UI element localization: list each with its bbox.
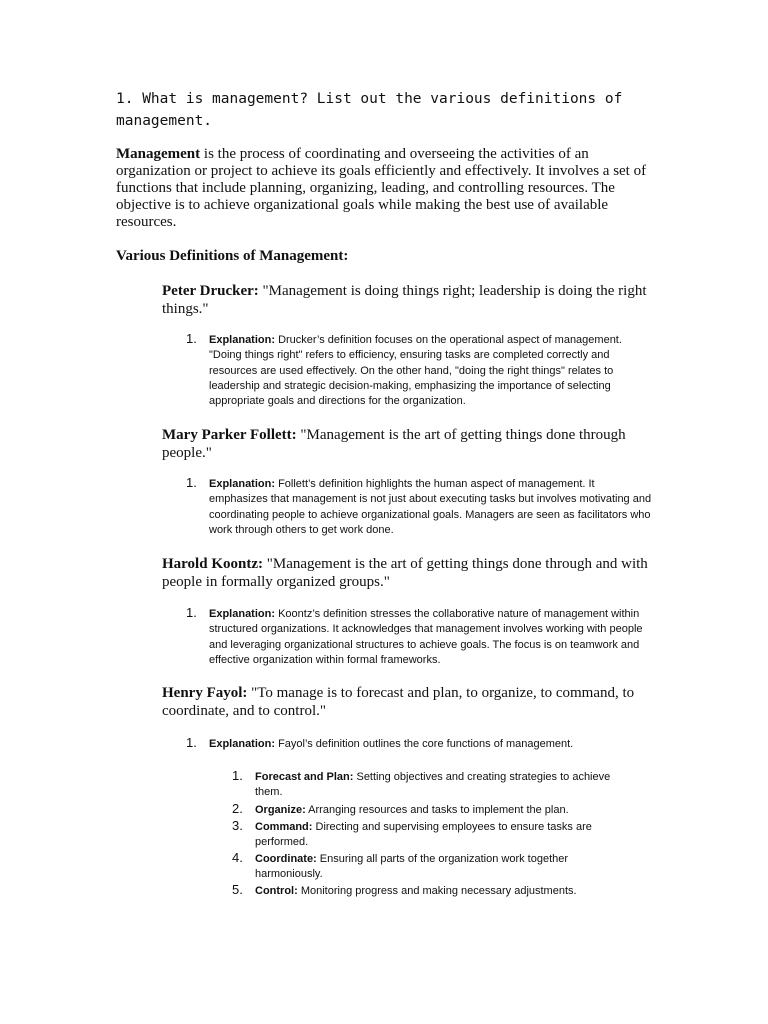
intro-term: Management (116, 146, 201, 162)
list-number: 2. (232, 801, 243, 816)
definition-title-fayol (162, 684, 652, 720)
explanation-text: Koontz’s definition stresses the collaborative nature of management within structured organizations. It acknowledges that management involves working with people and leveraging organizational structures to achieve goals. The focus is on teamwork and effective organization within formal frameworks. (209, 608, 643, 666)
definition-author: Peter Drucker: (162, 283, 259, 299)
list-number: 1. (232, 768, 243, 783)
list-number: 1. (186, 331, 197, 346)
explanation-follett (186, 477, 656, 538)
list-number: 3. (232, 818, 243, 833)
definition-quote: "Management is the art of getting things done through people." (162, 427, 626, 461)
function-label: Control: (255, 885, 298, 897)
explanation-label: Explanation: (209, 738, 276, 750)
explanation-koontz (186, 607, 656, 668)
explanation-text: Follett’s definition highlights the human aspect of management. It emphasizes that management is not just about executing tasks but involves motivating and coordinating people to achieve organizational goals. Managers are seen as facilitators who work through others to get work done. (209, 478, 652, 536)
explanation-drucker (186, 333, 656, 409)
definition-author: Mary Parker Follett: (162, 427, 297, 443)
explanation-text: Drucker’s definition focuses on the operational aspect of management. "Doing things right" refers to efficiency, ensuring tasks are completed correctly and resources are used effectively. On the other hand, "doing the right things" relates to leadership and strategic decision-making, emphasizing the importance of selecting appropriate goals and directions for the organization. (209, 334, 622, 408)
list-number: 1. (186, 735, 197, 750)
explanation-label: Explanation: (209, 334, 276, 346)
function-text: Monitoring progress and making necessary adjustments. (297, 885, 577, 897)
intro-text: is the process of coordinating and overseeing the activities of an organization or project to achieve its goals efficiently and effectively. It involves a set of functions that include planning, organizing, leading, and controlling resources. The objective is to achieve organizational goals while making the best use of available resources. (116, 146, 647, 230)
definitions-heading: Various Definitions of Management: (116, 248, 349, 264)
definition-quote: "To manage is to forecast and plan, to organize, to command, to coordinate, and to control." (162, 685, 635, 719)
list-number: 5. (232, 882, 243, 897)
explanation-fayol (186, 737, 656, 752)
function-label: Coordinate: (255, 853, 317, 865)
question-heading: 1. What is management? List out the various definitions of management. (116, 91, 623, 129)
fayol-function-item (232, 803, 632, 818)
definition-quote: "Management is doing things right; leadership is doing the right things." (162, 283, 647, 317)
list-number: 4. (232, 850, 243, 865)
function-text: Arranging resources and tasks to implement the plan. (305, 804, 569, 816)
intro-paragraph (116, 146, 656, 231)
function-label: Command: (255, 821, 313, 833)
function-text: Ensuring all parts of the organization work together harmoniously. (255, 853, 569, 880)
fayol-function-item (232, 884, 632, 899)
function-label: Organize: (255, 804, 306, 816)
list-number: 1. (186, 605, 197, 620)
definition-author: Harold Koontz: (162, 556, 263, 572)
function-text: Directing and supervising employees to ensure tasks are performed. (255, 821, 592, 848)
fayol-function-item (232, 852, 632, 882)
function-text: Setting objectives and creating strategies to achieve them. (255, 771, 611, 798)
definition-quote: "Management is the art of getting things done through and with people in formally organized groups." (162, 556, 648, 590)
definition-title-follett (162, 426, 652, 462)
definition-title-drucker (162, 282, 652, 318)
definition-title-koontz (162, 555, 652, 591)
fayol-function-item (232, 820, 632, 850)
list-number: 1. (186, 475, 197, 490)
fayol-function-item (232, 770, 632, 800)
explanation-label: Explanation: (209, 608, 276, 620)
definition-author: Henry Fayol: (162, 685, 248, 701)
explanation-text: Fayol’s definition outlines the core functions of management. (275, 738, 574, 750)
function-label: Forecast and Plan: (255, 771, 354, 783)
explanation-label: Explanation: (209, 478, 276, 490)
